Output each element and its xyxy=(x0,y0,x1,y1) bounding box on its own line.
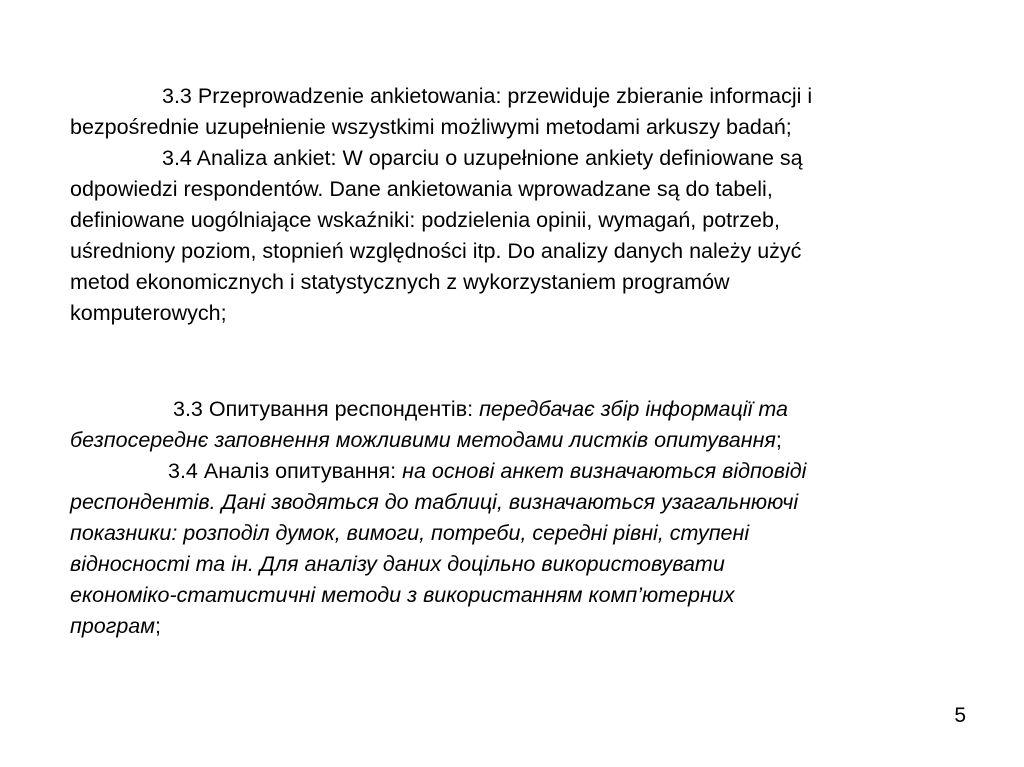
ukrainian-italic-text: програм xyxy=(70,614,156,638)
ukrainian-paragraph-3-4-line: показники: розподіл думок, вимоги, потреби, середні рівні, ступені xyxy=(70,521,750,545)
polish-paragraph-3-4-line: metod ekonomicznych i statystycznych z wykorzystaniem programów xyxy=(70,270,730,294)
ukrainian-punctuation: ; xyxy=(155,614,161,638)
polish-paragraph-3-3-line: bezpośrednie uzupełnienie wszystkimi możliwymi metodami arkuszy badań; xyxy=(70,115,792,139)
polish-paragraph-3-4-line: odpowiedzi respondentów. Dane ankietowania wprowadzane są do tabeli, xyxy=(70,177,773,201)
ukrainian-paragraph-3-4-line: респондентів. Дані зводяться до таблиці, визначаються узагальнюючі xyxy=(70,490,799,514)
ukrainian-heading-3-4: 3.4 Аналіз опитування: xyxy=(168,459,397,483)
polish-paragraph-3-3-line: 3.3 Przeprowadzenie ankietowania: przewiduje zbieranie informacji i xyxy=(162,84,813,108)
ukrainian-paragraph-3-4-line: відносності та ін. Для аналізу даних доцільно використовувати xyxy=(70,552,725,576)
polish-paragraph-3-4-line: komputerowych; xyxy=(70,301,227,325)
ukrainian-paragraph-3-4-line: економіко-статистичні методи з використанням комп’ютерних xyxy=(70,583,735,607)
page-number: 5 xyxy=(954,704,966,727)
ukrainian-paragraph-3-3-line xyxy=(70,425,960,456)
ukrainian-heading-3-3: 3.3 Опитування респондентів: xyxy=(173,397,474,421)
ukrainian-punctuation: ; xyxy=(775,428,782,452)
polish-text-block xyxy=(70,81,960,329)
ukrainian-paragraph-3-3-line xyxy=(70,394,960,425)
polish-paragraph-3-4-line: uśredniony poziom, stopnień względności itp. Do analizy danych należy użyć xyxy=(70,239,802,263)
ukrainian-paragraph-3-4-line xyxy=(70,611,960,642)
polish-paragraph-3-4-line: definiowane uogólniające wskaźniki: podzielenia opinii, wymagań, potrzeb, xyxy=(70,208,780,232)
ukrainian-italic-text: на основі анкет визначаються відповіді xyxy=(402,459,807,483)
polish-paragraph-3-4-line: 3.4 Analiza ankiet: W oparciu o uzupełnione ankiety definiowane są xyxy=(162,146,803,170)
ukrainian-italic-text: безпосереднє заповнення можливими методами листків опитування xyxy=(70,428,776,452)
ukrainian-italic-text: передбачає збір інформації та xyxy=(479,397,788,421)
ukrainian-paragraph-3-4-line xyxy=(70,456,960,487)
ukrainian-text-block xyxy=(70,394,960,642)
